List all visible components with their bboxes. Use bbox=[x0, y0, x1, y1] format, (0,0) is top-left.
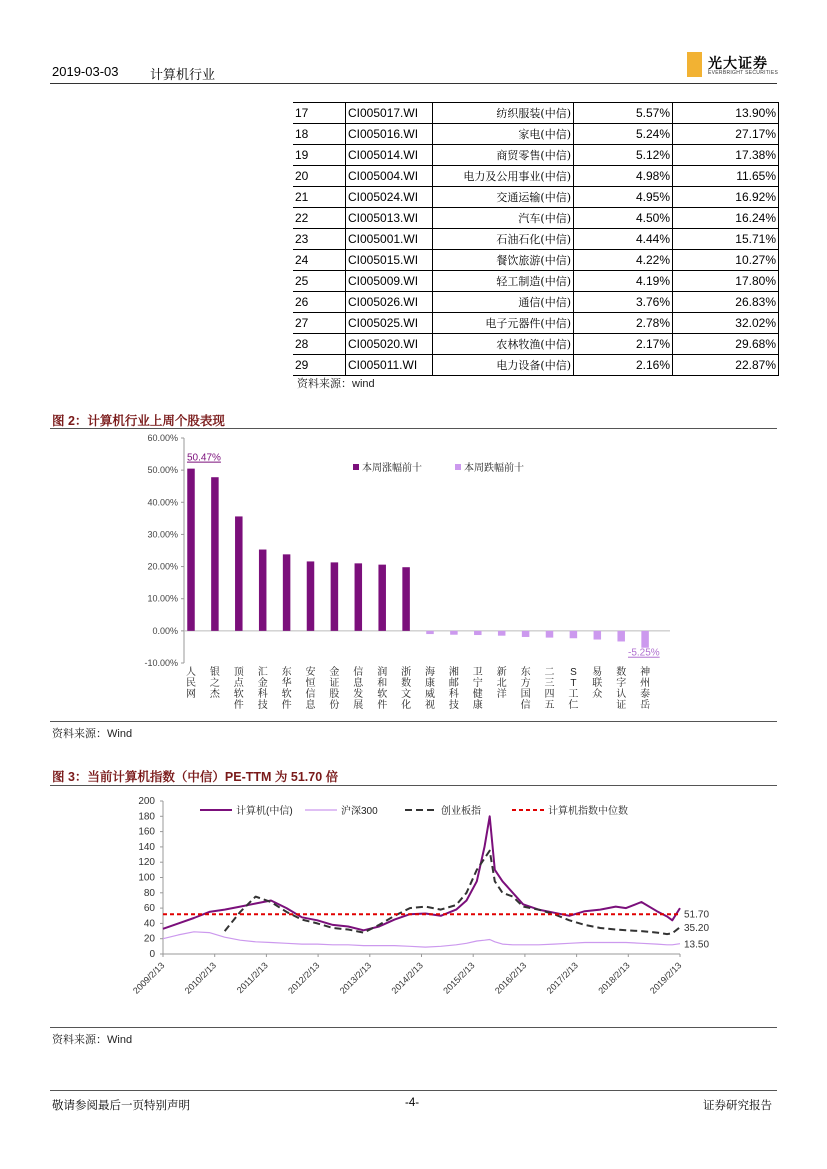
fig2-bar bbox=[211, 477, 219, 631]
fig2-bar bbox=[402, 567, 410, 631]
fig2-category-label: 金证股份 bbox=[329, 667, 340, 711]
fig2-top-rule bbox=[50, 428, 777, 429]
code-cell: CI005017.WI bbox=[346, 103, 433, 124]
industry-cell: 商贸零售(中信) bbox=[433, 145, 574, 166]
code-cell: CI005013.WI bbox=[346, 208, 433, 229]
fig2-bar bbox=[355, 563, 363, 631]
fig3-source: 资料来源：Wind bbox=[52, 1034, 133, 1046]
fig2-category-label: 神州泰岳 bbox=[640, 667, 651, 711]
ytd-change-cell: 16.24% bbox=[673, 208, 779, 229]
industry-cell: 纺织服装(中信) bbox=[433, 103, 574, 124]
table-row bbox=[293, 229, 779, 250]
ytd-change-cell: 29.68% bbox=[673, 334, 779, 355]
fig2-y-tick-label: 0.00% bbox=[152, 625, 178, 636]
fig3-x-tick-label: 2014/2/13 bbox=[389, 960, 425, 996]
industry-cell: 电力及公用事业(中信) bbox=[433, 166, 574, 187]
industry-cell: 家电(中信) bbox=[433, 124, 574, 145]
fig2-bar bbox=[235, 516, 243, 630]
code-cell: CI005014.WI bbox=[346, 145, 433, 166]
rank-cell: 28 bbox=[293, 334, 346, 355]
rank-cell: 21 bbox=[293, 187, 346, 208]
fig3-y-tick-label: 160 bbox=[138, 826, 155, 838]
industry-cell: 电力设备(中信) bbox=[433, 355, 574, 376]
rank-cell: 27 bbox=[293, 313, 346, 334]
fig2-bar bbox=[378, 565, 386, 631]
week-change-cell: 2.17% bbox=[574, 334, 673, 355]
fig3-x-tick-label: 2013/2/13 bbox=[337, 960, 374, 996]
fig2-y-tick-label: -10.00% bbox=[144, 658, 178, 668]
fig3-y-tick-label: 80 bbox=[143, 887, 155, 899]
fig2-y-tick-label: 30.00% bbox=[147, 529, 178, 540]
fig2-category-label: 新北洋 bbox=[496, 667, 507, 700]
fig3-x-tick-label: 2010/2/13 bbox=[182, 960, 219, 996]
code-cell: CI005011.WI bbox=[346, 355, 433, 376]
fig3-bottom-rule bbox=[50, 1027, 777, 1028]
code-cell: CI005025.WI bbox=[346, 313, 433, 334]
rank-cell: 29 bbox=[293, 355, 346, 376]
fig2-category-label: 数字认证 bbox=[616, 667, 627, 711]
table-row bbox=[293, 292, 779, 313]
industry-cell: 餐饮旅游(中信) bbox=[433, 250, 574, 271]
fig3-y-tick-label: 140 bbox=[138, 841, 155, 853]
table-row bbox=[293, 355, 779, 376]
industry-cell: 通信(中信) bbox=[433, 292, 574, 313]
fig3-y-tick-label: 100 bbox=[138, 872, 155, 884]
fig3-legend-label: 创业板指 bbox=[441, 806, 481, 817]
fig2-bar bbox=[426, 631, 434, 634]
code-cell: CI005001.WI bbox=[346, 229, 433, 250]
code-cell: CI005004.WI bbox=[346, 166, 433, 187]
fig3-legend-label: 计算机指数中位数 bbox=[548, 806, 628, 817]
industry-cell: 电子元器件(中信) bbox=[433, 313, 574, 334]
fig2-bar bbox=[546, 631, 554, 638]
fig2-category-label: 浙数文化 bbox=[401, 667, 412, 711]
header-divider bbox=[50, 83, 777, 84]
fig2-bar-chart bbox=[50, 430, 777, 720]
industry-cell: 汽车(中信) bbox=[433, 208, 574, 229]
fig2-y-tick-label: 50.00% bbox=[147, 465, 178, 476]
industry-ranking-table bbox=[293, 102, 779, 376]
fig3-y-tick-label: 200 bbox=[138, 796, 155, 807]
code-cell: CI005026.WI bbox=[346, 292, 433, 313]
fig2-data-label-min: -5.25% bbox=[628, 647, 660, 659]
fig2-y-tick-label: 60.00% bbox=[147, 433, 178, 443]
fig3-y-tick-label: 20 bbox=[143, 933, 155, 945]
fig3-x-tick-label: 2017/2/13 bbox=[544, 960, 581, 996]
fig3-x-tick-label: 2011/2/13 bbox=[234, 960, 270, 996]
ytd-change-cell: 15.71% bbox=[673, 229, 779, 250]
ytd-change-cell: 26.83% bbox=[673, 292, 779, 313]
fig2-legend-label: 本周涨幅前十 bbox=[362, 463, 422, 474]
table-row bbox=[293, 124, 779, 145]
ytd-change-cell: 32.02% bbox=[673, 313, 779, 334]
fig3-legend-label: 沪深300 bbox=[341, 806, 378, 817]
fig2-legend-swatch bbox=[455, 464, 461, 470]
fig2-bar bbox=[617, 631, 625, 642]
week-change-cell: 2.16% bbox=[574, 355, 673, 376]
table-row bbox=[293, 250, 779, 271]
industry-cell: 交通运输(中信) bbox=[433, 187, 574, 208]
fig3-y-tick-label: 0 bbox=[149, 949, 155, 960]
fig3-y-tick-label: 180 bbox=[138, 811, 155, 823]
logo-name: 光大证券 bbox=[708, 56, 768, 72]
fig2-bar bbox=[331, 562, 339, 630]
table-source: 资料来源：wind bbox=[297, 378, 375, 390]
fig2-bar bbox=[641, 631, 649, 648]
ytd-change-cell: 22.87% bbox=[673, 355, 779, 376]
fig2-category-label: 安恒信息 bbox=[305, 667, 316, 711]
fig2-source: 资料来源：Wind bbox=[52, 728, 133, 740]
fig3-legend-label: 计算机(中信) bbox=[236, 806, 293, 817]
fig2-category-label: 湘邮科技 bbox=[448, 667, 459, 711]
fig2-category-label: 东方国信 bbox=[520, 667, 531, 711]
table-row bbox=[293, 145, 779, 166]
industry-cell: 农林牧渔(中信) bbox=[433, 334, 574, 355]
table-row bbox=[293, 166, 779, 187]
fig3-top-rule bbox=[50, 785, 777, 786]
fig2-title: 图 2：计算机行业上周个股表现 bbox=[52, 414, 225, 428]
logo-icon bbox=[687, 52, 702, 77]
ytd-change-cell: 10.27% bbox=[673, 250, 779, 271]
industry-cell: 轻工制造(中信) bbox=[433, 271, 574, 292]
fig2-legend-label: 本周跌幅前十 bbox=[464, 463, 524, 474]
logo-english: EVERBRIGHT SECURITIES bbox=[708, 70, 779, 76]
ytd-change-cell: 17.38% bbox=[673, 145, 779, 166]
table-row bbox=[293, 313, 779, 334]
fig3-end-label: 13.50 bbox=[684, 939, 710, 951]
table-row bbox=[293, 334, 779, 355]
week-change-cell: 4.98% bbox=[574, 166, 673, 187]
fig3-x-tick-label: 2018/2/13 bbox=[596, 960, 632, 996]
fig2-bar bbox=[307, 561, 315, 630]
code-cell: CI005009.WI bbox=[346, 271, 433, 292]
fig3-y-tick-label: 60 bbox=[143, 903, 155, 915]
rank-cell: 17 bbox=[293, 103, 346, 124]
rank-cell: 19 bbox=[293, 145, 346, 166]
rank-cell: 24 bbox=[293, 250, 346, 271]
fig2-bar bbox=[594, 631, 602, 640]
rank-cell: 20 bbox=[293, 166, 346, 187]
ytd-change-cell: 13.90% bbox=[673, 103, 779, 124]
fig2-data-label-max: 50.47% bbox=[187, 452, 221, 464]
week-change-cell: 4.44% bbox=[574, 229, 673, 250]
fig2-y-tick-label: 20.00% bbox=[147, 561, 178, 572]
fig2-bar bbox=[570, 631, 578, 638]
fig3-x-tick-label: 2016/2/13 bbox=[492, 960, 529, 996]
week-change-cell: 4.19% bbox=[574, 271, 673, 292]
ytd-change-cell: 11.65% bbox=[673, 166, 779, 187]
fig2-bottom-rule bbox=[50, 721, 777, 722]
fig2-category-label: 卫宁健康 bbox=[472, 667, 483, 711]
rank-cell: 18 bbox=[293, 124, 346, 145]
fig2-category-label: 顶点软件 bbox=[233, 667, 244, 711]
footer-rule bbox=[50, 1090, 777, 1091]
fig2-bar bbox=[283, 554, 291, 631]
fig2-bar bbox=[259, 550, 267, 631]
week-change-cell: 3.76% bbox=[574, 292, 673, 313]
fig2-category-label: 东华软件 bbox=[281, 667, 292, 711]
week-change-cell: 4.50% bbox=[574, 208, 673, 229]
header-date: 2019-03-03 bbox=[52, 64, 119, 79]
fig3-title: 图 3：当前计算机指数（中信）PE-TTM 为 51.70 倍 bbox=[52, 770, 339, 784]
fig3-x-tick-label: 2009/2/13 bbox=[131, 960, 167, 996]
fig3-end-label: 51.70 bbox=[684, 909, 710, 921]
table-row bbox=[293, 271, 779, 292]
ytd-change-cell: 17.80% bbox=[673, 271, 779, 292]
fig2-category-label: S T 工仁 bbox=[568, 667, 579, 711]
fig2-bar bbox=[498, 631, 506, 636]
footer-disclaimer: 敬请参阅最后一页特别声明 bbox=[52, 1100, 190, 1112]
fig2-category-label: 信息发展 bbox=[353, 667, 364, 711]
week-change-cell: 5.57% bbox=[574, 103, 673, 124]
week-change-cell: 5.24% bbox=[574, 124, 673, 145]
fig2-y-tick-label: 40.00% bbox=[147, 497, 178, 508]
fig2-y-tick-label: 10.00% bbox=[147, 593, 178, 604]
fig2-category-label: 银之杰 bbox=[209, 667, 220, 700]
fig3-x-tick-label: 2012/2/13 bbox=[286, 960, 322, 996]
fig3-y-tick-label: 40 bbox=[143, 918, 155, 930]
ytd-change-cell: 27.17% bbox=[673, 124, 779, 145]
fig2-category-label: 人民网 bbox=[186, 667, 196, 700]
fig3-series-line bbox=[163, 932, 680, 947]
fig3-y-tick-label: 120 bbox=[138, 857, 155, 869]
rank-cell: 26 bbox=[293, 292, 346, 313]
fig3-end-label: 35.20 bbox=[684, 923, 710, 935]
code-cell: CI005015.WI bbox=[346, 250, 433, 271]
week-change-cell: 4.22% bbox=[574, 250, 673, 271]
fig2-bar bbox=[450, 631, 458, 635]
rank-cell: 23 bbox=[293, 229, 346, 250]
fig3-x-tick-label: 2019/2/13 bbox=[648, 960, 684, 996]
rank-cell: 25 bbox=[293, 271, 346, 292]
fig2-bar bbox=[187, 469, 195, 631]
page-number: -4- bbox=[405, 1097, 420, 1109]
industry-cell: 石油石化(中信) bbox=[433, 229, 574, 250]
fig3-x-tick-label: 2015/2/13 bbox=[441, 960, 477, 996]
week-change-cell: 2.78% bbox=[574, 313, 673, 334]
fig2-category-label: 易联众 bbox=[592, 667, 603, 700]
rank-cell: 22 bbox=[293, 208, 346, 229]
footer-report-type: 证券研究报告 bbox=[703, 1100, 772, 1112]
code-cell: CI005024.WI bbox=[346, 187, 433, 208]
week-change-cell: 4.95% bbox=[574, 187, 673, 208]
ytd-change-cell: 16.92% bbox=[673, 187, 779, 208]
fig2-legend-swatch bbox=[353, 464, 359, 470]
fig2-category-label: 海康威视 bbox=[425, 667, 435, 711]
table-row bbox=[293, 208, 779, 229]
code-cell: CI005016.WI bbox=[346, 124, 433, 145]
table-row bbox=[293, 103, 779, 124]
fig3-series-line bbox=[225, 851, 680, 934]
fig2-category-label: 二三四五 bbox=[544, 667, 555, 711]
fig2-bar bbox=[474, 631, 482, 635]
fig2-category-label: 润和软件 bbox=[377, 667, 388, 711]
fig2-category-label: 汇金科技 bbox=[257, 667, 268, 711]
code-cell: CI005020.WI bbox=[346, 334, 433, 355]
table-row bbox=[293, 187, 779, 208]
header-industry: 计算机行业 bbox=[150, 67, 216, 82]
week-change-cell: 5.12% bbox=[574, 145, 673, 166]
fig3-line-chart bbox=[50, 787, 777, 1027]
fig2-bar bbox=[522, 631, 530, 637]
